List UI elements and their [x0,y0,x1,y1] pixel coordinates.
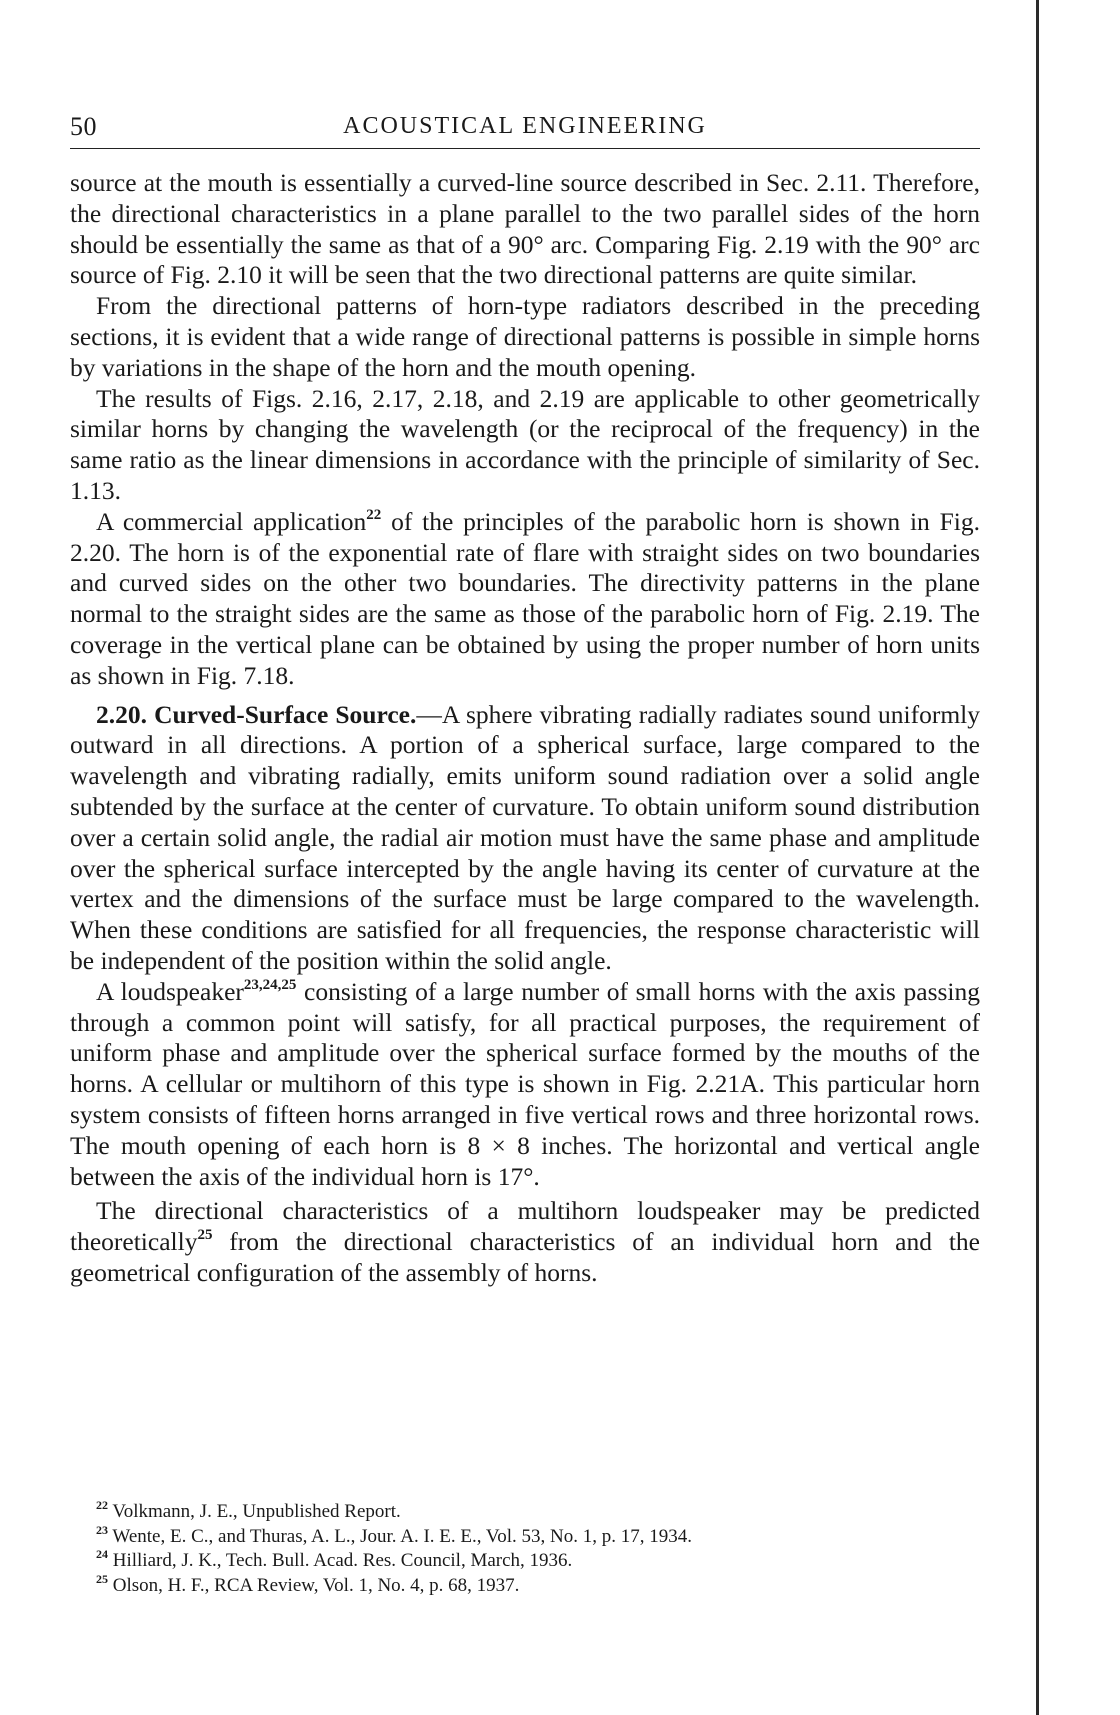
paragraph-text: from the directional characteristics of an individual horn and the geometrical configuration of the assembly of horns. [70,1227,980,1287]
section-curved-surface-source [70,700,980,977]
paragraph-text: The directional characteristics of a multihorn loudspeaker may be predicted theoretically [70,1196,980,1257]
paragraph-directional-patterns: From the directional patterns of horn-type radiators described in the preceding sections, it is evident that a wide range of directional patterns is possible in simple horns by variations in the shape of the horn and the mouth opening. [70,291,980,382]
paragraph-continuation: source at the mouth is essentially a curved-line source described in Sec. 2.11. Therefore, the directional characteristics in a plane parallel to the two parallel sides of the horn should be essentially the same as that of a 90° arc. Comparing Fig. 2.19 with the 90° arc source of Fig. 2.10 it will be seen that the two directional patterns are quite similar. [70,168,980,290]
paragraph-multihorn [70,977,980,1193]
body-text [70,168,980,1289]
paragraph-text: A loudspeaker [96,976,244,1006]
paragraph-text: —A sphere vibrating radially radiates sound uniformly outward in all directions. A portion of a spherical surface, large compared to the wavelength and vibrating radially, emits uniform sound radiation over a solid angle subtended by the surface at the center of curvature. To obtain uniform sound distribution over a certain solid angle, the radial air motion must have the same phase and amplitude over the spherical surface intercepted by the angle having its center of curvature at the vertex and the dimensions of the surface must be large compared to the wavelength. When these conditions are satisfied for all frequencies, the response characteristic will be independent of the position within the solid angle. [70,699,980,975]
paragraph-text: A commercial application [96,506,367,536]
running-title: ACOUSTICAL ENGINEERING [343,113,707,139]
footnote-number: 24 [96,1547,108,1561]
footnote-ref: 23,24,25 [243,976,297,993]
footnote-number: 22 [96,1498,108,1512]
paragraph-text: of the principles of the parabolic horn is shown in Fig. 2.20. The horn is of the exponential rate of flare with straight sides on two boundaries and curved sides on the other two boundaries. The directivity patterns in the plane normal to the straight sides are the same as those of the parabolic horn of Fig. 2.19. The coverage in the vertical plane can be obtained by using the proper number of horn units as shown in Fig. 7.18. [70,506,980,690]
paragraph-text: consisting of a large number of small horns with the axis passing through a common point will satisfy, for all practical purposes, the requirement of uniform phase and amplitude over the spherical surface formed by the mouths of the horns. A cellular or multihorn of this type is shown in Fig. 2.21A. This particular horn system consists of fifteen horns arranged in five vertical rows and three horizontal rows. The mouth opening of each horn is 8 × 8 inches. The horizontal and vertical angle between the axis of the individual horn is 17°. [70,976,981,1191]
page-edge-line [1036,0,1039,1715]
footnote [70,1549,980,1574]
paragraph-commercial-application [70,507,980,692]
footnote-number: 23 [96,1522,108,1537]
footnote [70,1500,980,1525]
page-number: 50 [70,112,97,141]
footnote-ref: 22 [366,506,382,523]
footnote-ref: 25 [197,1227,213,1244]
paragraph-similarity: The results of Figs. 2.16, 2.17, 2.18, and 2.19 are applicable to other geometrically similar horns by changing the wavelength (or the reciprocal of the frequency) in the same ratio as the linear dimensions in accordance with the principle of similarity of Sec. 1.13. [70,383,980,505]
footnote-text: Hilliard, J. K., Tech. Bull. Acad. Res. Council, March, 1936. [112,1550,573,1571]
footnote-text: Olson, H. F., RCA Review, Vol. 1, No. 4, p. 68, 1937. [112,1574,520,1596]
section-number: 2.20. [96,699,147,729]
footnote [70,1571,980,1599]
footnote-number: 25 [96,1571,108,1586]
footnotes [70,1500,980,1598]
section-title: Curved-Surface Source. [154,699,417,729]
footnote-text: Wente, E. C., and Thuras, A. L., Jour. A. I. E. E., Vol. 53, No. 1, p. 17, 1934. [112,1525,692,1547]
footnote-text: Volkmann, J. E., Unpublished Report. [112,1501,401,1522]
footnote [70,1522,980,1550]
running-head [70,112,980,149]
paragraph-prediction [70,1196,980,1288]
